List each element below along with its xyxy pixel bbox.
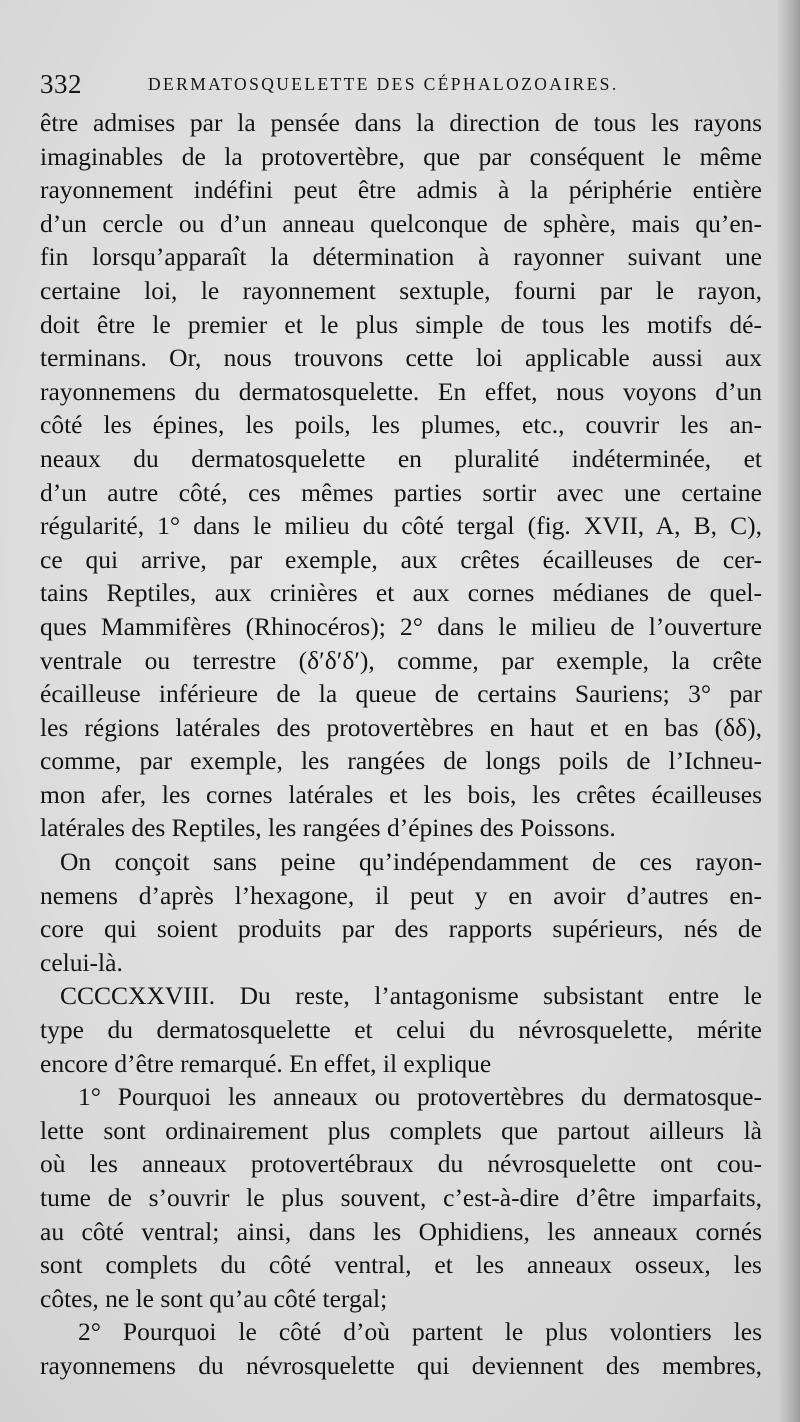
text-line: lette sont ordinairement plus complets que partout ailleurs là [40, 1115, 762, 1145]
text-line: tains Reptiles, aux crinières et aux cornes médianes de quel- [40, 578, 762, 608]
paragraph-start-line: 2° Pourquoi le côté d’où partent le plus volontiers les [78, 1317, 762, 1347]
page-edge-shadow [778, 0, 800, 1422]
text-line: rayonnement indéfini peut être admis à la périphérie entière [40, 175, 762, 205]
text-line: au côté ventral; ainsi, dans les Ophidiens, les anneaux cornés [40, 1216, 762, 1246]
paragraph-start-line: 1° Pourquoi les anneaux ou protovertèbres du dermatosque- [78, 1082, 762, 1112]
page-header [40, 66, 760, 102]
running-title: DERMATOSQUELETTE DES CÉPHALOZOAIRES. [148, 74, 619, 94]
page-number: 332 [40, 69, 82, 99]
text-line: régularité, 1° dans le milieu du côté tergal (fig. XVII, A, B, C), [40, 511, 762, 541]
text-line: type du dermatosquelette et celui du névrosquelette, mérite [40, 1015, 762, 1045]
text-line: certaine loi, le rayonnement sextuple, fourni par le rayon, [40, 275, 762, 305]
text-line: comme, par exemple, les rangées de longs poils de l’Ichneu- [40, 746, 762, 776]
text-line: d’un cercle ou d’un anneau quelconque de sphère, mais qu’en- [40, 208, 762, 238]
text-line: imaginables de la protovertèbre, que par conséquent le même [40, 141, 762, 171]
text-line: les régions latérales des protovertèbres en haut et en bas (δδ), [40, 712, 762, 742]
text-line: nemens d’après l’hexagone, il peut y en avoir d’autres en- [40, 880, 762, 910]
text-line: ques Mammifères (Rhinocéros); 2° dans le milieu de l’ouverture [40, 611, 762, 641]
text-line: doit être le premier et le plus simple de tous les motifs dé- [40, 309, 762, 339]
text-line: mon afer, les cornes latérales et les bois, les crêtes écailleuses [40, 779, 762, 809]
body-text [40, 106, 762, 1383]
text-line: celui-là. [40, 947, 123, 977]
text-line: terminans. Or, nous trouvons cette loi applicable aussi aux [40, 343, 762, 373]
text-line: où les anneaux protovertébraux du névrosquelette ont cou- [40, 1149, 762, 1179]
text-line: fin lorsqu’apparaît la détermination à rayonner suivant une [40, 242, 762, 272]
text-line: rayonnemens du névrosquelette qui deviennent des membres, [40, 1350, 762, 1380]
text-line: côté les épines, les poils, les plumes, etc., couvrir les an- [40, 410, 762, 440]
text-line: encore d’être remarqué. En effet, il explique [40, 1048, 492, 1078]
paragraph-start-line: On conçoit sans peine qu’indépendamment de ces rayon- [60, 847, 762, 877]
section-heading-line: CCCCXXVIII. Du reste, l’antagonisme subsistant entre le [60, 981, 762, 1011]
text-line: être admises par la pensée dans la direction de tous les rayons [40, 108, 762, 137]
text-line: tume de s’ouvrir le plus souvent, c’est-à-dire d’être imparfaits, [40, 1183, 762, 1212]
text-line: sont complets du côté ventral, et les anneaux osseux, les [40, 1250, 762, 1280]
text-line: d’un autre côté, ces mêmes parties sortir avec une certaine [40, 477, 762, 507]
text-line: écailleuse inférieure de la queue de certains Sauriens; 3° par [40, 679, 762, 709]
text-line: ce qui arrive, par exemple, aux crêtes écailleuses de cer- [40, 544, 762, 574]
text-line: ventrale ou terrestre (δ′δ′δ′), comme, par exemple, la crête [40, 645, 762, 675]
text-line: côtes, ne le sont qu’au côté tergal; [40, 1283, 388, 1313]
text-line: core qui soient produits par des rapports supérieurs, nés de [40, 914, 762, 944]
text-line: rayonnemens du dermatosquelette. En effet, nous voyons d’un [40, 376, 762, 406]
text-line: latérales des Reptiles, les rangées d’épines des Poissons. [40, 813, 616, 843]
text-line: neaux du dermatosquelette en pluralité indéterminée, et [40, 443, 762, 473]
